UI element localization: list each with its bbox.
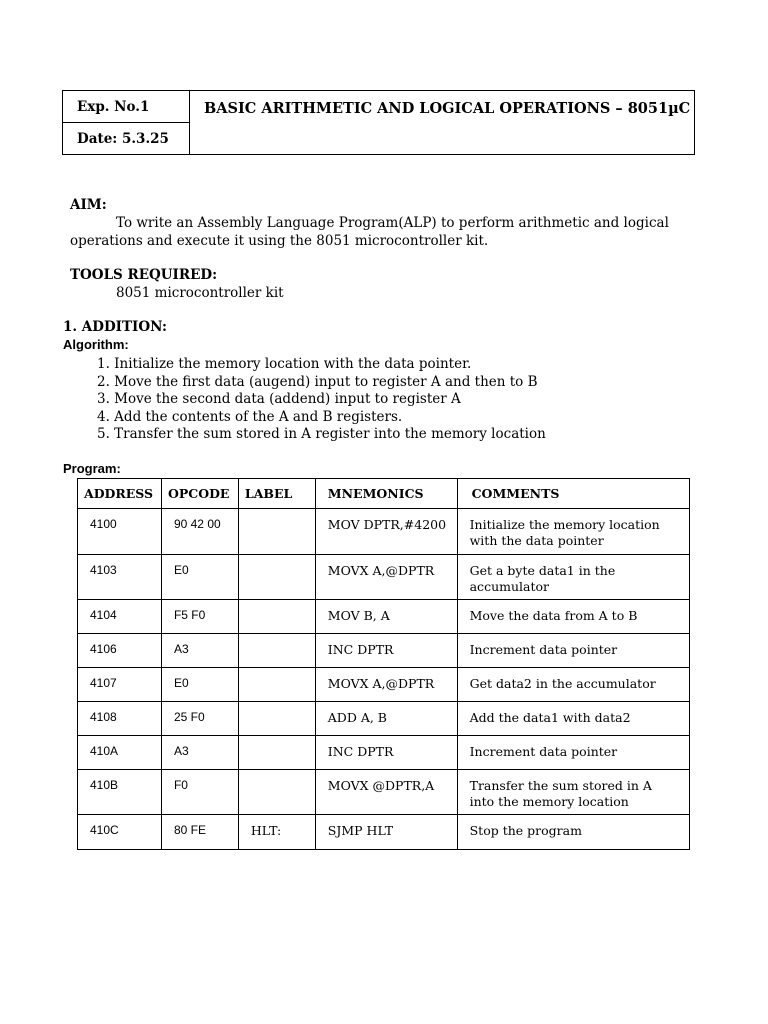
opcode-cell: E0	[161, 668, 238, 702]
experiment-number: Exp. No.1	[63, 91, 190, 123]
opcode-cell: E0	[161, 555, 238, 600]
comment-cell	[457, 634, 689, 668]
mnemonic-cell: MOVX @DPTR,A	[315, 770, 457, 815]
column-header-opcode: OPCODE	[161, 479, 238, 509]
label-cell	[238, 770, 315, 815]
comment-line: Add the data1 with data2	[469, 710, 631, 725]
comment-line: Get data2 in the accumulator	[469, 676, 656, 691]
comment-cell	[457, 736, 689, 770]
aim-text-line2: operations and execute it using the 8051 microcontroller kit.	[70, 233, 489, 249]
label-cell	[238, 702, 315, 736]
algorithm-step: 2. Move the first data (augend) input to register A and then to B	[97, 373, 538, 390]
comment-cell	[457, 600, 689, 634]
address-cell: 410C	[78, 815, 162, 850]
aim-text-line1: To write an Assembly Language Program(ALP) to perform arithmetic and logical	[116, 215, 669, 231]
mnemonic-cell: INC DPTR	[315, 634, 457, 668]
comment-cell	[457, 668, 689, 702]
table-row	[78, 668, 690, 702]
label-cell	[238, 555, 315, 600]
address-cell: 4103	[78, 555, 162, 600]
comment-cell	[457, 509, 689, 555]
comment-line: with the data pointer	[469, 532, 604, 548]
experiment-date: Date: 5.3.25	[63, 123, 190, 155]
address-cell: 4107	[78, 668, 162, 702]
algorithm-step: 4. Add the contents of the A and B registers.	[97, 408, 403, 425]
algorithm-step: 5. Transfer the sum stored in A register into the memory location	[97, 426, 546, 442]
address-cell: 4108	[78, 702, 162, 736]
aim-heading: AIM:	[70, 197, 107, 213]
mnemonic-cell: ADD A, B	[315, 702, 457, 736]
address-cell: 4104	[78, 600, 162, 634]
addition-heading: 1. ADDITION:	[63, 319, 167, 335]
label-cell	[238, 509, 315, 555]
comment-cell	[457, 770, 689, 815]
column-header-label: LABEL	[238, 479, 315, 509]
table-row	[78, 736, 690, 770]
experiment-title: BASIC ARITHMETIC AND LOGICAL OPERATIONS – 8051µC	[190, 91, 695, 155]
column-header-mnemonics: MNEMONICS	[315, 479, 457, 509]
mnemonic-cell: MOV B, A	[315, 600, 457, 634]
address-cell: 410A	[78, 736, 162, 770]
table-row	[78, 600, 690, 634]
label-cell	[238, 634, 315, 668]
mnemonic-cell: SJMP HLT	[315, 815, 457, 850]
table-row	[78, 702, 690, 736]
opcode-cell: F5 F0	[161, 600, 238, 634]
comment-line: Move the data from A to B	[469, 608, 638, 623]
opcode-cell: 25 F0	[161, 702, 238, 736]
experiment-header	[62, 90, 695, 155]
opcode-cell: 80 FE	[161, 815, 238, 850]
opcode-cell: A3	[161, 634, 238, 668]
address-cell: 4100	[78, 509, 162, 555]
tools-section	[70, 266, 284, 302]
comment-line: Stop the program	[469, 823, 582, 838]
tools-item: 8051 microcontroller kit	[116, 285, 284, 301]
comment-cell	[457, 702, 689, 736]
comment-line: Increment data pointer	[469, 744, 618, 759]
label-cell	[238, 736, 315, 770]
mnemonic-cell: MOVX A,@DPTR	[315, 668, 457, 702]
column-header-address: ADDRESS	[78, 479, 162, 509]
opcode-cell: A3	[161, 736, 238, 770]
aim-section	[70, 196, 669, 250]
mnemonic-cell: MOVX A,@DPTR	[315, 555, 457, 600]
comment-line: into the memory location	[469, 793, 629, 809]
label-cell	[238, 600, 315, 634]
addition-section	[63, 318, 546, 444]
label-cell	[238, 668, 315, 702]
algorithm-heading: Algorithm:	[63, 337, 129, 352]
opcode-cell: 90 42 00	[161, 509, 238, 555]
mnemonic-cell: INC DPTR	[315, 736, 457, 770]
algorithm-step: 3. Move the second data (addend) input to register A	[97, 391, 461, 407]
mnemonic-cell: MOV DPTR,#4200	[315, 509, 457, 555]
address-cell: 410B	[78, 770, 162, 815]
table-row	[78, 555, 690, 600]
algorithm-step: 1. Initialize the memory location with the data pointer.	[97, 356, 472, 372]
column-header-comments: COMMENTS	[457, 479, 689, 509]
comment-cell	[457, 555, 689, 600]
comment-line: Get a byte data1 in the	[469, 563, 616, 578]
comment-cell	[457, 815, 689, 850]
tools-heading: TOOLS REQUIRED:	[70, 267, 218, 283]
table-row	[78, 509, 690, 555]
label-cell: HLT:	[238, 815, 315, 850]
comment-line: Transfer the sum stored in A	[469, 778, 652, 793]
table-header-row	[78, 479, 690, 509]
table-row	[78, 634, 690, 668]
table-row	[78, 815, 690, 850]
comment-line: accumulator	[469, 578, 549, 594]
program-table	[77, 478, 690, 850]
address-cell: 4106	[78, 634, 162, 668]
algorithm-steps	[63, 356, 546, 444]
opcode-cell: F0	[161, 770, 238, 815]
comment-line: Increment data pointer	[469, 642, 618, 657]
table-row	[78, 770, 690, 815]
program-heading: Program:	[63, 461, 121, 476]
comment-line: Initialize the memory location	[469, 517, 660, 532]
